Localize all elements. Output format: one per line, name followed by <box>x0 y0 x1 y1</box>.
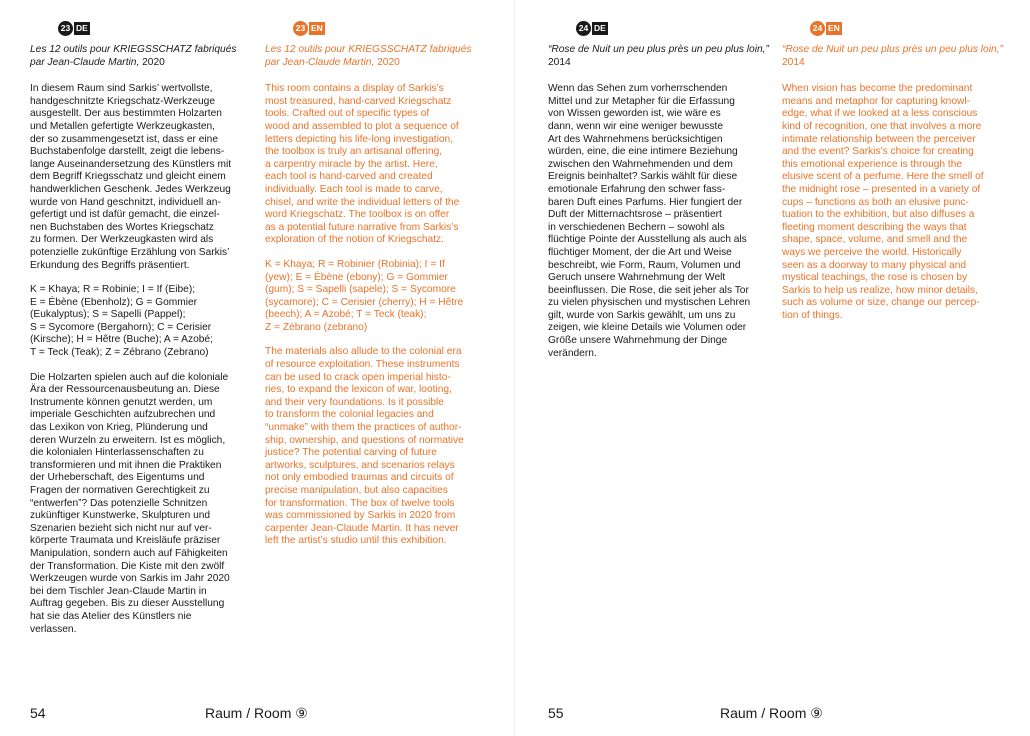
text-line: gilt, wurde von Sarkis gewählt, um uns zu <box>548 309 736 321</box>
text-line: von Wissen geworden ist, wie wäre es <box>548 108 721 120</box>
body-text <box>548 83 772 360</box>
artwork-title <box>30 44 254 69</box>
text-line: Ereignis beinhaltet? Sarkis wählt für diese <box>548 171 738 183</box>
text-line: seen as a doorway to many physical and <box>782 259 967 271</box>
text-line: Mittel und zur Metapher für die Erfassung <box>548 95 735 107</box>
text-line: not only embodied traumas and circuits of <box>265 472 454 484</box>
text-line: chisel, and write the individual letters of the <box>265 196 460 208</box>
section-number-badge: 23 <box>58 21 73 36</box>
text-line: baren Duft eines Parfums. Hier fungiert der <box>548 196 743 208</box>
text-line: kind of recognition, one that involves a more <box>782 120 982 132</box>
text-line: mystical teachings, the rose is chosen by <box>782 272 968 284</box>
text-line: most treasured, hand-carved Kriegschatz <box>265 95 452 107</box>
text-line: each tool is hand-carved and created <box>265 171 433 183</box>
text-line: In diesem Raum sind Sarkis’ wertvollste, <box>30 83 213 95</box>
text-line: such as volume or size, change our percep- <box>782 297 980 309</box>
text-line: word Kriegschatz. The toolbox is on offer <box>265 209 450 221</box>
text-line: das Lexikon von Krieg, Plünderung und <box>30 422 208 434</box>
body-text <box>265 83 489 548</box>
text-line: imperiale Geschichten aufzubrechen und <box>30 409 216 421</box>
artwork-title-text: “Rose de Nuit un peu plus près un peu plus loin,” <box>782 44 1003 55</box>
language-badge: DE <box>594 22 606 33</box>
column-left-de <box>30 20 254 648</box>
text-line: wurde von Hand geschnitzt, individuell an- <box>30 196 221 208</box>
text-line: tion of things. <box>782 309 843 321</box>
text-line: ries, to expand the lexicon of war, looting, <box>265 384 452 396</box>
text-line: (yew); E = Ébène (ebony); G = Gommier <box>265 271 448 283</box>
text-line: (Kirsche); H = Hêtre (Buche); A = Azobé; <box>30 334 213 346</box>
text-line: individually. Each tool is made to carve, <box>265 183 443 195</box>
text-line: the toolbox is truly an artisanal offering, <box>265 146 443 158</box>
section-number-badge: 24 <box>810 21 825 36</box>
column-left-en <box>265 20 489 560</box>
text-line: Die Holzarten spielen auch auf die koloniale <box>30 371 229 383</box>
text-line: hat sie das Atelier des Künstlers nie <box>30 610 192 622</box>
artwork-title <box>782 44 1006 69</box>
text-line: intimate relationship between the perceiver <box>782 133 976 145</box>
text-line: (sycamore); C = Cerisier (cherry); H = Hêtre <box>265 296 464 308</box>
text-line: potenzielle zukünftige Erzählung von Sarkis’ <box>30 246 230 258</box>
text-line: körperte Traumata und Kreisläufe präziser <box>30 535 221 547</box>
text-line: lange Auseinandersetzung des Künstlers mit <box>30 158 232 170</box>
body-text <box>30 83 254 636</box>
text-line: tools. Crafted out of specific types of <box>265 108 430 120</box>
text-line: flüchtige Pointe der Ausstellung als auch als <box>548 234 747 246</box>
section-number-badge: 24 <box>576 21 591 36</box>
text-line: Größe unsere Wahrnehmung der Dinge <box>548 335 728 347</box>
text-line: ausgestellt. Der aus bestimmten Holzarten <box>30 108 222 120</box>
text-line: zu formen. Der Werkzeugkasten wird als <box>30 234 214 246</box>
text-line: Instrumente können genutzt werden, um <box>30 396 213 408</box>
text-line: a carpentry miracle by the artist. Here, <box>265 158 438 170</box>
paragraph <box>265 346 489 548</box>
text-line: Auftrag gegeben. Bis zu dieser Ausstellung <box>30 598 225 610</box>
section-header <box>58 20 254 36</box>
text-line: deren Wurzeln zu erweitern. Ist es möglich, <box>30 434 226 446</box>
text-line: bei dem Tischler Jean-Claude Martin in <box>30 585 207 597</box>
artwork-year: 2020 <box>142 56 165 68</box>
page-number-right: 55 <box>548 705 564 721</box>
text-line: gefertigt und ist dafür gemacht, die einzel- <box>30 209 220 221</box>
artwork-title <box>548 44 772 69</box>
text-line: nen Buchstaben des Wortes Kriegschatz <box>30 221 214 233</box>
section-header <box>810 20 1006 36</box>
section-header <box>293 20 489 36</box>
paragraph <box>548 83 772 360</box>
text-line: was commissioned by Sarkis in 2020 from <box>265 510 456 522</box>
text-line: means and metaphor for capturing knowl- <box>782 95 971 107</box>
text-line: T = Teck (Teak); Z = Zébrano (Zebrano) <box>30 347 209 359</box>
text-line: tuation to the exhibition, but also diffuses a <box>782 209 975 221</box>
text-line: beeinflussen. Die Rose, die seit jeher als Tor <box>548 284 749 296</box>
text-line: When vision has become the predominant <box>782 83 973 95</box>
page-gutter <box>514 0 515 736</box>
text-line: exploration of the notion of Kriegschatz. <box>265 234 444 246</box>
running-footer-left: Raum / Room ⑨ <box>205 705 308 721</box>
artwork-title-text: Les 12 outils pour KRIEGSSCHATZ fabriqués par Jean-Claude Martin, <box>265 44 472 68</box>
text-line: K = Khaya; R = Robinie; I = If (Eibe); <box>30 284 196 296</box>
text-line: zwischen den Wahrnehmenden und dem <box>548 158 733 170</box>
artwork-year: 2014 <box>782 56 805 68</box>
text-line: Werkzeugen wurde von Sarkis im Jahr 2020 <box>30 573 230 585</box>
paragraph <box>30 372 254 636</box>
paragraph <box>30 284 254 360</box>
text-line: the midnight rose – presented in a variety of <box>782 183 981 195</box>
text-line: shape, space, volume, and smell and the <box>782 234 968 246</box>
text-line: justice? The potential carving of future <box>265 447 437 459</box>
language-badge: DE <box>76 22 88 33</box>
text-line: and the event? Sarkis’s choice for creating <box>782 146 974 158</box>
text-line: Fragen der normativen Gerechtigkeit zu <box>30 485 210 496</box>
text-line: This room contains a display of Sarkis’s <box>265 83 444 95</box>
text-line: to transform the colonial legacies and <box>265 409 434 421</box>
text-line: Wenn das Sehen zum vorherrschenden <box>548 83 728 95</box>
text-line: ship, ownership, and questions of normative <box>265 434 464 446</box>
text-line: letters depicting his life-long investigation, <box>265 133 454 145</box>
text-line: K = Khaya; R = Robinier (Robinia); I = If <box>265 258 445 270</box>
text-line: elusive scent of a perfume. Here the smell of <box>782 171 984 183</box>
text-line: of resource exploitation. These instruments <box>265 359 460 371</box>
artwork-year: 2014 <box>548 56 571 68</box>
text-line: Szenarien bezieht sich nicht nur auf ver- <box>30 522 212 534</box>
text-line: for transformation. The box of twelve tools <box>265 497 455 509</box>
text-line: der Transformation. Die Kiste mit den zwölf <box>30 560 225 572</box>
text-line: carpenter Jean-Claude Martin. It has never <box>265 522 459 534</box>
paragraph <box>265 259 489 335</box>
text-line: beschreibt, wie Form, Raum, Volumen und <box>548 259 741 271</box>
text-line: E = Ébène (Ebenholz); G = Gommier <box>30 296 198 308</box>
text-line: handwerklichen Geschenk. Jedes Werkzeug <box>30 183 231 195</box>
text-line: zukünftiger Kunstwerke, Skulpturen und <box>30 510 211 522</box>
text-line: ways we perceive the world. Historically <box>782 246 962 258</box>
text-line: emotionale Erfahrung den schwer fass- <box>548 183 726 195</box>
text-line: zeigen, wie kleine Details wie Volumen oder <box>548 322 747 334</box>
text-line: Manipulation, sondern auch auf Fähigkeiten <box>30 547 228 559</box>
text-line: Geruch unsere Wahrnehmung der Welt <box>548 272 726 284</box>
text-line: und Metallen gefertigte Werkzeugkasten, <box>30 120 215 132</box>
text-line: Erkundung des Begriffs präsentiert. <box>30 259 190 271</box>
text-line: artworks, sculptures, and scenarios relays <box>265 459 455 471</box>
text-line: as a potential future narrative from Sarkis’s <box>265 221 459 233</box>
text-line: The materials also allude to the colonial era <box>265 346 462 358</box>
text-line: edge, what if we looked at a less conscious <box>782 108 978 120</box>
text-line: würden, eine, die eine intimere Beziehung <box>548 146 738 158</box>
language-badge: EN <box>828 22 840 33</box>
text-line: Duft der Mitternachtsrose – präsentiert <box>548 209 722 221</box>
text-line: Z = Zébrano (zebrano) <box>265 321 368 333</box>
artwork-year: 2020 <box>377 56 400 68</box>
text-line: dem Begriff Kriegsschatz und gleicht einem <box>30 171 226 183</box>
artwork-title-text: Les 12 outils pour KRIEGSSCHATZ fabriqués par Jean-Claude Martin, <box>30 44 237 68</box>
text-line: verlassen. <box>30 623 77 635</box>
text-line: dann, wenn wir eine weniger bewusste <box>548 120 723 132</box>
text-line: (beech); A = Azobé; T = Teck (teak); <box>265 309 427 321</box>
text-line: in verschiedenen Bechern – sowohl als <box>548 221 725 233</box>
page-number-left: 54 <box>30 705 46 721</box>
paragraph <box>265 83 489 247</box>
paragraph <box>30 83 254 272</box>
text-line: flüchtiger Moment, der die Art und Weise <box>548 246 732 258</box>
text-line: “unmake” with them the practices of author- <box>265 422 462 434</box>
text-line: der Urheberschaft, des Eigentums und <box>30 472 205 484</box>
text-line: this emotional experience is through the <box>782 158 963 170</box>
text-line: zu vielen physischen und mystischen Lehren <box>548 297 751 309</box>
text-line: fleeting moment describing the ways that <box>782 221 967 233</box>
language-badge: EN <box>311 22 323 33</box>
text-line: Buchstabenfolge darstellt, zeigt die lebens- <box>30 146 225 158</box>
column-right-de <box>548 20 772 372</box>
text-line: Ära der Ressourcenausbeutung an. Diese <box>30 384 220 396</box>
text-line: Art des Wahrnehmens berücksichtigen <box>548 133 723 145</box>
text-line: “entwerfen”? Das potenzielle Schnitzen <box>30 497 208 509</box>
body-text <box>782 83 1006 322</box>
running-footer-right: Raum / Room ⑨ <box>720 705 823 721</box>
artwork-title-text: “Rose de Nuit un peu plus près un peu plus loin,” <box>548 44 769 55</box>
text-line: can be used to crack open imperial histo- <box>265 371 451 383</box>
column-right-en <box>782 20 1006 334</box>
text-line: transformieren und mit ihnen die Praktiken <box>30 459 222 471</box>
text-line: and their very foundations. Is it possible <box>265 396 444 408</box>
section-number-badge: 23 <box>293 21 308 36</box>
text-line: (gum); S = Sapelli (sapele); S = Sycomore <box>265 284 456 296</box>
text-line: wood and assembled to plot a sequence of <box>265 120 459 132</box>
text-line: (Eukalyptus); S = Sapelli (Pappel); <box>30 309 186 321</box>
section-header <box>576 20 772 36</box>
text-line: handgeschnitzte Kriegschatz-Werkzeuge <box>30 95 215 107</box>
text-line: precise manipulation, but also capacities <box>265 485 448 496</box>
text-line: der so zusammengesetzt ist, dass er eine <box>30 133 218 145</box>
artwork-title <box>265 44 489 69</box>
text-line: verändern. <box>548 347 597 359</box>
paragraph <box>782 83 1006 322</box>
text-line: S = Sycomore (Bergahorn); C = Cerisier <box>30 321 212 333</box>
text-line: cups – functions as both an elusive punc- <box>782 196 969 208</box>
text-line: left the artist’s studio until this exhibition. <box>265 535 447 547</box>
text-line: die kolonialen Hinterlassenschaften zu <box>30 447 204 459</box>
text-line: Sarkis to help us realize, how minor details, <box>782 284 978 296</box>
